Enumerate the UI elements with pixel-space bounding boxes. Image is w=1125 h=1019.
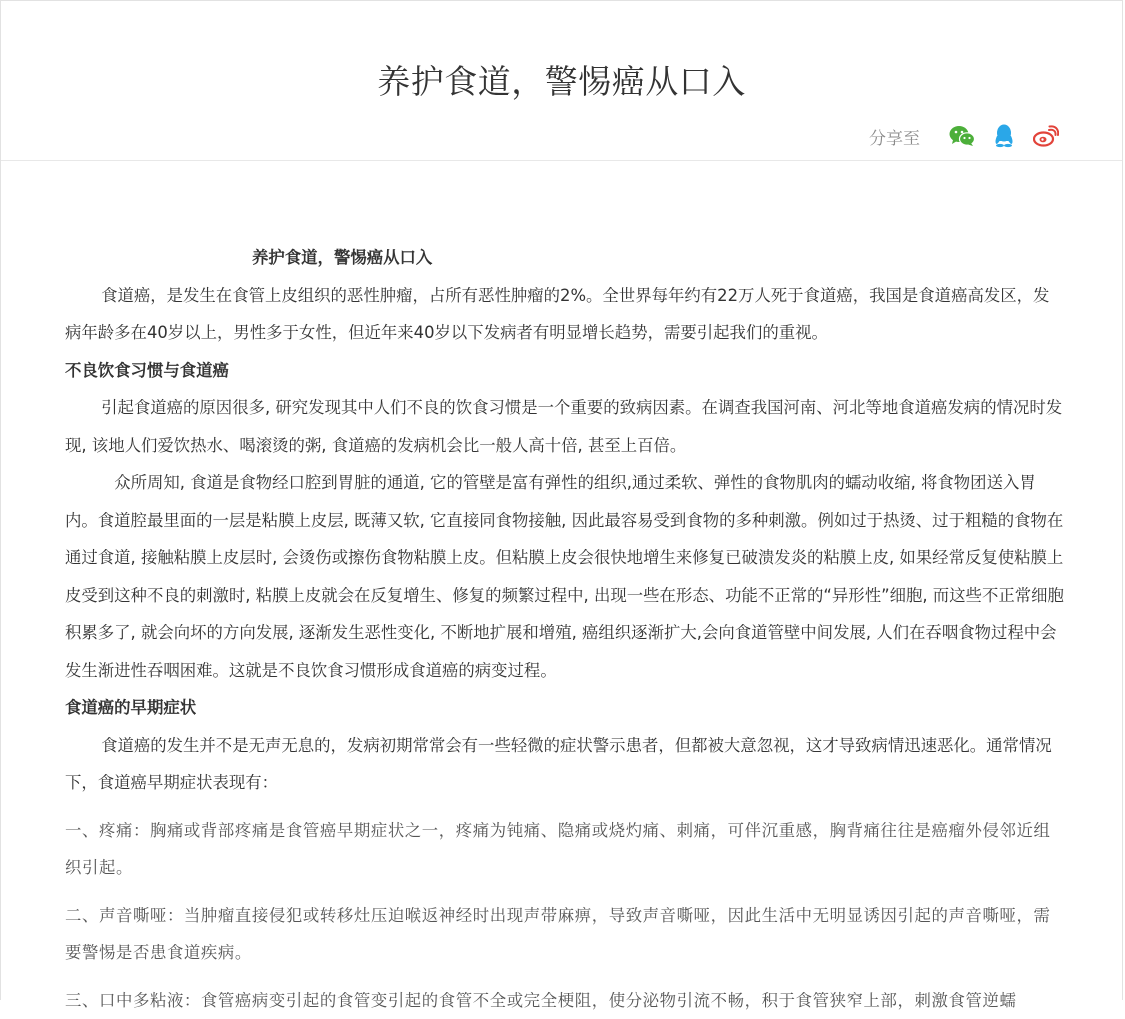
article-body: [65, 239, 1065, 1019]
section-heading-habits: 不良饮食习惯与食道癌: [65, 352, 1065, 390]
symptom-item-hoarse: 二、声音嘶哑：当肿瘤直接侵犯或转移灶压迫喉返神经时出现声带麻痹，导致声音嘶哑，因此生活中无明显诱因引起的声音嘶哑，需要警惕是否患食道疾病。: [65, 897, 1065, 972]
section-heading-symptoms: 食道癌的早期症状: [65, 689, 1065, 727]
paragraph-symptoms-intro: 食道癌的发生并不是无声无息的，发病初期常常会有一些轻微的症状警示患者，但都被大意忽视，这才导致病情迅速恶化。通常情况下，食道癌早期症状表现有：: [65, 727, 1065, 802]
symptom-item-pain: 一、疼痛：胸痛或背部疼痛是食管癌早期症状之一，疼痛为钝痛、隐痛或烧灼痛、刺痛，可伴沉重感，胸背痛往往是癌瘤外侵邻近组织引起。: [65, 812, 1065, 887]
qq-icon[interactable]: [990, 123, 1018, 149]
article-title: 养护食道，警惕癌从口入: [65, 239, 1065, 277]
share-bar: [869, 123, 1060, 149]
paragraph-habits-1: 引起食道癌的原因很多, 研究发现其中人们不良的饮食习惯是一个重要的致病因素。在调查我国河南、河北等地食道癌发病的情况时发现, 该地人们爱饮热水、喝滚烫的粥, 食道癌的发病机会比一般人高十倍, 甚至上百倍。: [65, 389, 1065, 464]
page-title: 养护食道，警惕癌从口入: [1, 56, 1122, 103]
wechat-icon[interactable]: [948, 123, 976, 149]
paragraph-habits-2: 众所周知, 食道是食物经口腔到胃脏的通道, 它的管壁是富有弹性的组织,通过柔软、弹性的食物肌肉的蠕动收缩, 将食物团送入胃内。食道腔最里面的一层是粘膜上皮层, 既薄又软, 它直接同食物接触, 因此最容易受到食物的多种刺激。例如过于热烫、过于粗糙的食物在通过食道, 接触粘膜上皮层时, 会烫伤或擦伤食物粘膜上皮。但粘膜上皮会很快地增生来修复已破溃发炎的粘膜上皮, 如果经常反复使粘膜上皮受到这种不良的刺激时, 粘膜上皮就会在反复增生、修复的频繁过程中, 出现一些在形态、功能不正常的“异形性”细胞, 而这些不正常细胞积累多了, 就会向坏的方向发展, 逐渐发生恶性变化, 不断地扩展和增殖, 癌组织逐渐扩大,会向食道管壁中间发展, 人们在吞咽食物过程中会发生渐进性吞咽困难。这就是不良饮食习惯形成食道癌的病变过程。: [65, 464, 1065, 689]
article-header: [1, 1, 1122, 161]
weibo-icon[interactable]: [1032, 123, 1060, 149]
paragraph-intro: 食道癌，是发生在食管上皮组织的恶性肿瘤，占所有恶性肿瘤的2%。全世界每年约有22万人死于食道癌，我国是食道癌高发区，发病年龄多在40岁以上，男性多于女性，但近年来40岁以下发病者有明显增长趋势，需要引起我们的重视。: [65, 277, 1065, 352]
symptom-item-mucus: 三、口中多粘液：食管癌病变引起的食管变引起的食管不全或完全梗阻，使分泌物引流不畅，积于食管狭窄上部，刺激食管逆蠕: [65, 982, 1065, 1019]
share-label: 分享至: [869, 124, 920, 149]
